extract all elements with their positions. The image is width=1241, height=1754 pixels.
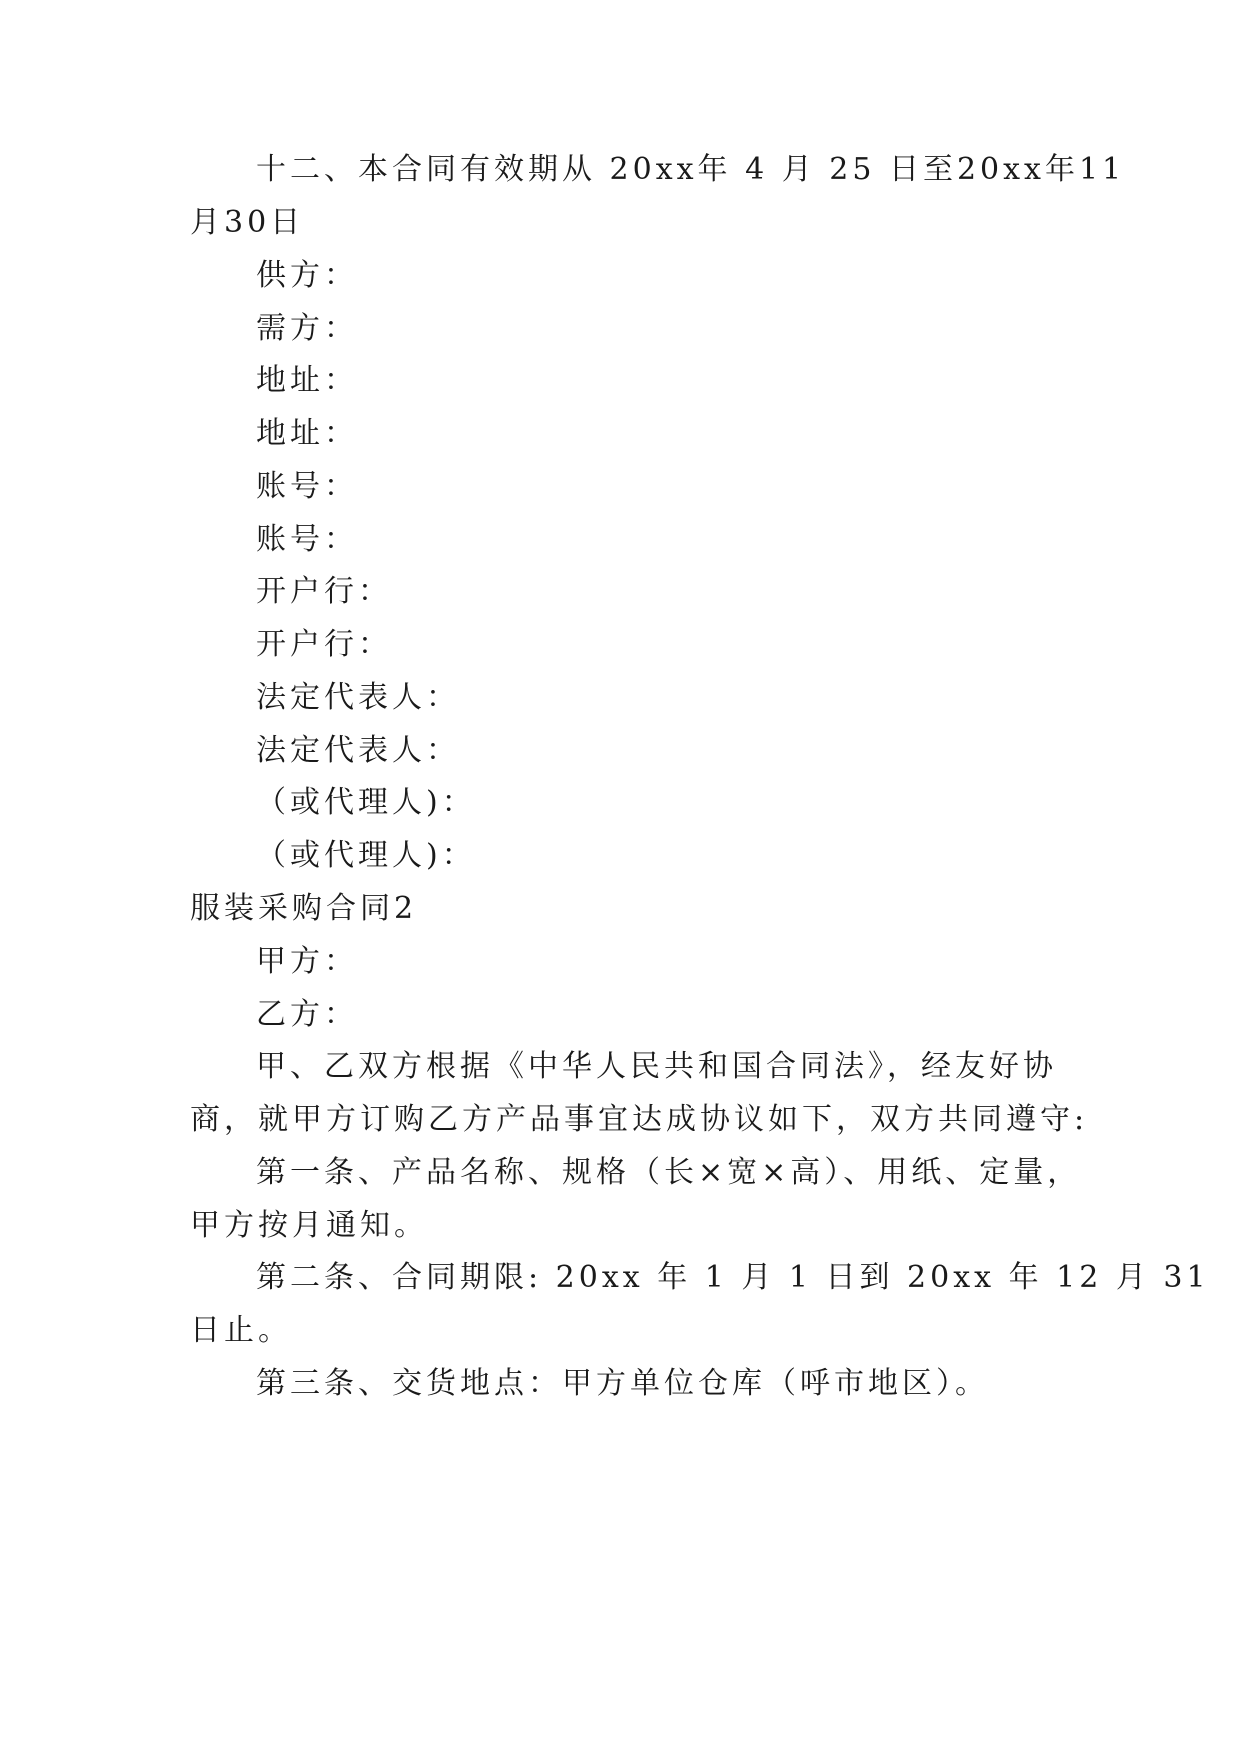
article-2-line-2: 日止。 [190,1313,292,1348]
buyer-legal-rep-label: 法定代表人： [256,733,460,768]
preamble-line-1: 甲、乙双方根据《中华人民共和国合同法》，经友好协 [256,1049,1057,1084]
buyer-account-label: 账号： [256,522,358,557]
article-1-line-1: 第一条、产品名称、规格（长×宽×高）、用纸、定量， [256,1155,1082,1190]
party-a-label: 甲方： [256,944,358,979]
supplier-legal-rep-label: 法定代表人： [256,680,460,715]
article-1-line-2: 甲方按月通知。 [190,1208,428,1243]
buyer-label: 需方： [256,311,358,346]
supplier-account-label: 账号： [256,469,358,504]
buyer-address-label: 地址： [256,416,358,451]
supplier-agent-label: （或代理人)： [256,785,476,820]
supplier-label: 供方： [256,258,358,293]
preamble-line-2: 商，就甲方订购乙方产品事宜达成协议如下，双方共同遵守: [190,1102,1089,1137]
party-b-label: 乙方： [256,997,358,1032]
supplier-bank-label: 开户行： [256,574,392,609]
article-3-line-1: 第三条、交货地点：甲方单位仓库（呼市地区）。 [256,1366,989,1401]
buyer-agent-label: （或代理人)： [256,838,476,873]
buyer-bank-label: 开户行： [256,627,392,662]
clause-12-validity-line-2: 月30日 [190,205,305,240]
clause-12-validity-line-1: 十二、本合同有效期从 20xx年 4 月 25 日至20xx年11 [256,152,1126,187]
article-2-line-1: 第二条、合同期限: 20xx 年 1 月 1 日到 20xx 年 12 月 31 [256,1260,1210,1295]
section-title: 服装采购合同2 [190,891,418,926]
supplier-address-label: 地址： [256,363,358,398]
